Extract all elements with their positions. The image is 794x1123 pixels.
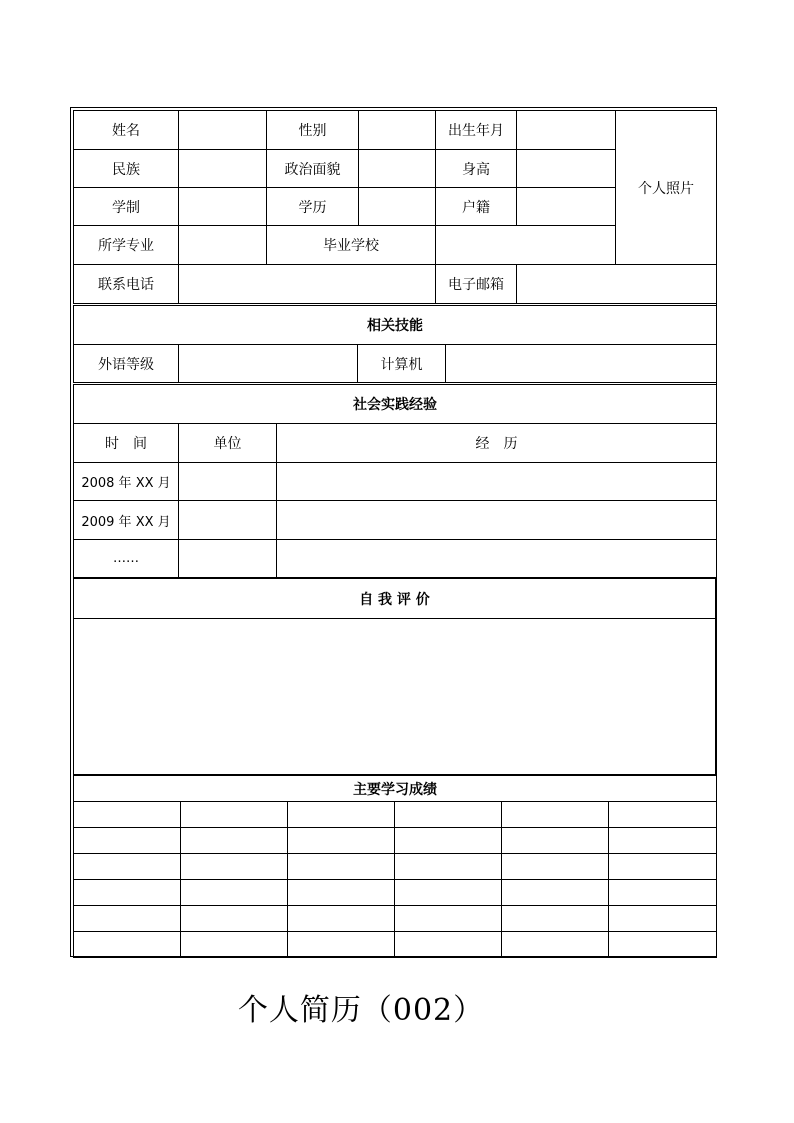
grade-cell[interactable]: [181, 906, 288, 932]
grade-cell[interactable]: [181, 880, 288, 906]
evaluation-title: 自 我 评 价: [74, 579, 716, 619]
grade-cell[interactable]: [609, 880, 717, 906]
practice-unit-field[interactable]: [179, 463, 277, 501]
school-label: 毕业学校: [267, 226, 436, 265]
practice-experience-field[interactable]: [277, 501, 717, 540]
political-label: 政治面貌: [267, 150, 359, 188]
grade-cell[interactable]: [288, 880, 395, 906]
political-field[interactable]: [359, 150, 436, 188]
computer-field[interactable]: [446, 345, 717, 383]
phone-label: 联系电话: [74, 265, 179, 304]
grade-cell[interactable]: [288, 932, 395, 958]
skills-table: [73, 305, 717, 383]
document-caption: 个人简历（002）: [237, 993, 485, 1028]
experience-header: 经 历: [277, 424, 717, 463]
table-row: [74, 828, 717, 854]
grade-cell[interactable]: [74, 906, 181, 932]
grade-cell[interactable]: [395, 880, 502, 906]
grade-cell[interactable]: [609, 828, 717, 854]
email-field[interactable]: [517, 265, 717, 304]
grades-title: 主要学习成绩: [74, 776, 717, 802]
education-label: 学历: [267, 188, 359, 226]
grade-cell[interactable]: [74, 880, 181, 906]
ethnicity-label: 民族: [74, 150, 179, 188]
language-field[interactable]: [179, 345, 358, 383]
practice-unit-field[interactable]: [179, 540, 277, 578]
practice-time-cell: 2009 年 XX 月: [74, 501, 179, 540]
grade-cell[interactable]: [502, 880, 609, 906]
schooling-label: 学制: [74, 188, 179, 226]
table-row: [74, 501, 717, 540]
table-row: [74, 540, 717, 578]
computer-label: 计算机: [358, 345, 446, 383]
height-field[interactable]: [517, 150, 616, 188]
major-field[interactable]: [179, 226, 267, 265]
photo-box[interactable]: 个人照片: [616, 111, 717, 265]
time-header: 时 间: [74, 424, 179, 463]
household-label: 户籍: [436, 188, 517, 226]
grade-cell[interactable]: [395, 854, 502, 880]
grade-cell[interactable]: [609, 802, 717, 828]
grade-cell[interactable]: [288, 802, 395, 828]
table-row: [74, 463, 717, 501]
grade-cell[interactable]: [502, 906, 609, 932]
gender-label: 性别: [267, 111, 359, 150]
education-field[interactable]: [359, 188, 436, 226]
grade-cell[interactable]: [181, 932, 288, 958]
grade-cell[interactable]: [181, 854, 288, 880]
school-field[interactable]: [436, 226, 616, 265]
grade-cell[interactable]: [502, 932, 609, 958]
ethnicity-field[interactable]: [179, 150, 267, 188]
height-label: 身高: [436, 150, 517, 188]
practice-table: [73, 384, 717, 578]
grade-cell[interactable]: [395, 828, 502, 854]
grade-cell[interactable]: [288, 854, 395, 880]
practice-title: 社会实践经验: [74, 385, 717, 424]
grade-cell[interactable]: [288, 906, 395, 932]
evaluation-table: [73, 578, 716, 775]
grade-cell[interactable]: [181, 802, 288, 828]
grades-table: [73, 775, 717, 958]
phone-field[interactable]: [179, 265, 436, 304]
practice-unit-field[interactable]: [179, 501, 277, 540]
grade-cell[interactable]: [502, 854, 609, 880]
language-label: 外语等级: [74, 345, 179, 383]
name-label: 姓名: [74, 111, 179, 150]
grade-cell[interactable]: [288, 828, 395, 854]
grade-cell[interactable]: [395, 802, 502, 828]
table-row: [74, 906, 717, 932]
major-label: 所学专业: [74, 226, 179, 265]
schooling-field[interactable]: [179, 188, 267, 226]
grade-cell[interactable]: [395, 932, 502, 958]
name-field[interactable]: [179, 111, 267, 150]
birth-field[interactable]: [517, 111, 616, 150]
email-label: 电子邮箱: [436, 265, 517, 304]
practice-time-cell: 2008 年 XX 月: [74, 463, 179, 501]
skills-title: 相关技能: [74, 306, 717, 345]
grade-cell[interactable]: [609, 854, 717, 880]
birth-label: 出生年月: [436, 111, 517, 150]
grade-cell[interactable]: [609, 906, 717, 932]
unit-header: 单位: [179, 424, 277, 463]
grade-cell[interactable]: [609, 932, 717, 958]
grade-cell[interactable]: [74, 802, 181, 828]
grade-cell[interactable]: [74, 854, 181, 880]
grade-cell[interactable]: [181, 828, 288, 854]
practice-experience-field[interactable]: [277, 540, 717, 578]
grade-cell[interactable]: [395, 906, 502, 932]
grade-cell[interactable]: [502, 828, 609, 854]
gender-field[interactable]: [359, 111, 436, 150]
practice-experience-field[interactable]: [277, 463, 717, 501]
grade-cell[interactable]: [74, 828, 181, 854]
table-row: [74, 854, 717, 880]
basic-info-table: [73, 110, 717, 304]
table-row: [74, 802, 717, 828]
household-field[interactable]: [517, 188, 616, 226]
evaluation-field[interactable]: [74, 619, 716, 775]
grade-cell[interactable]: [74, 932, 181, 958]
grade-cell[interactable]: [502, 802, 609, 828]
practice-time-cell: ……: [74, 540, 179, 578]
table-row: [74, 880, 717, 906]
table-row: [74, 932, 717, 958]
